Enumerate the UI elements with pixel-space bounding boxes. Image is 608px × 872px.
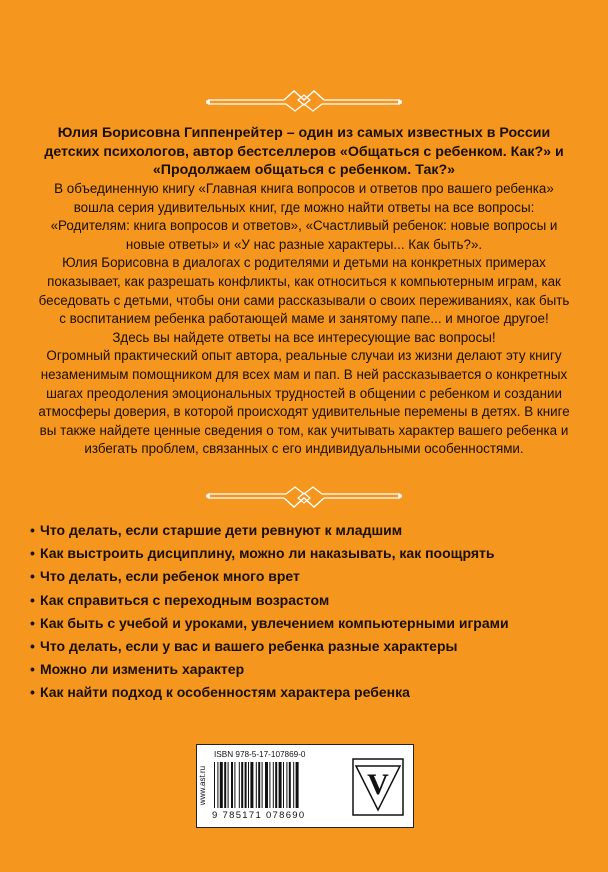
description [34, 180, 574, 459]
publisher-logo [352, 758, 404, 816]
list-item-text: Что делать, если старшие дети ревнуют к младшим [40, 522, 403, 538]
list-item [30, 565, 590, 588]
list-item-text: Как найти подход к особенностям характера ребенка [40, 684, 410, 701]
barcode-icon [214, 762, 342, 810]
paragraph-4: Огромный практический опыт автора, реальные случаи из жизни делают эту книгу незаменимым помощником для всех мам и пап. В ней рассказывается о конкретных шагах преодоления эмоциональных трудностей в общении с ребенком и создании атмосферы доверия, в которой происходят удивительные перемены в детях. В книге вы также найдете ценные сведения о том, как учитывать характер вашего ребенка и избегать проблем, связанных с его индивидуальными особенностями. [38, 348, 570, 457]
author-intro [34, 124, 574, 180]
list-item [30, 612, 590, 635]
bullet-marker: • [30, 545, 35, 562]
bullet-marker: • [30, 591, 35, 608]
list-item [30, 681, 590, 704]
author-description: – один из самых известных в России детских психологов, автор бестселлеров «Общаться с ребенком. Как?» и «Продолжаем общаться с ребенком. Так?» [44, 125, 564, 179]
list-item-text: Как быть с учебой и уроками, увлечением компьютерными играми [40, 614, 509, 631]
isbn-label: ISBN 978-5-17-107869-0 [214, 750, 306, 759]
list-item-text: Что делать, если у вас и вашего ребенка разные характеры [40, 638, 458, 655]
top-ornament [0, 86, 608, 116]
middle-ornament [0, 482, 608, 512]
list-item-text: Как справиться с переходным возрастом [40, 591, 330, 608]
paragraph-1: В объединенную книгу «Главная книга вопросов и ответов про вашего ребенка» вошла серия удивительных книг, где можно найти ответы на все вопросы: «Родителям: книга вопросов и ответов», «Счастливый ребенок: новые вопросы и новые ответы» и «У нас разные характеры... Как быть?». [50, 181, 558, 252]
bullet-marker: • [30, 522, 35, 538]
list-item-text: Можно ли изменить характер [40, 661, 245, 678]
publisher-site: www.ast.ru [198, 765, 208, 805]
list-item [30, 519, 590, 542]
list-item [30, 658, 590, 681]
list-item-text: Как выстроить дисциплину, можно ли наказывать, как поощрять [40, 545, 495, 562]
list-item-text: Что делать, если ребенок много врет [40, 568, 300, 585]
list-item [30, 542, 590, 565]
bullet-marker: • [30, 638, 35, 655]
list-item [30, 635, 590, 658]
bullet-marker: • [30, 614, 35, 631]
paragraph-3: Здесь вы найдете ответы на все интересующие вас вопросы! [112, 329, 496, 345]
bullet-marker: • [30, 684, 35, 701]
paragraph-2: Юлия Борисовна в диалогах с родителями и детьми на конкретных примерах показывает, как разрешать конфликты, как относиться к компьютерным играм, как беседовать с детьми, чтобы они сами рассказывали о своих переживаниях, как быть с воспитанием ребенка работающей маме и занятому папе... и многое другое! [38, 255, 570, 327]
logo-letter: V [367, 768, 389, 801]
author-name: Юлия Борисовна Гиппенрейтер [57, 125, 283, 141]
bullet-marker: • [30, 568, 35, 585]
bullet-marker: • [30, 661, 35, 678]
topics-list [30, 519, 590, 705]
list-item [30, 589, 590, 612]
ean-number: 9 785171 078690 [212, 810, 306, 821]
